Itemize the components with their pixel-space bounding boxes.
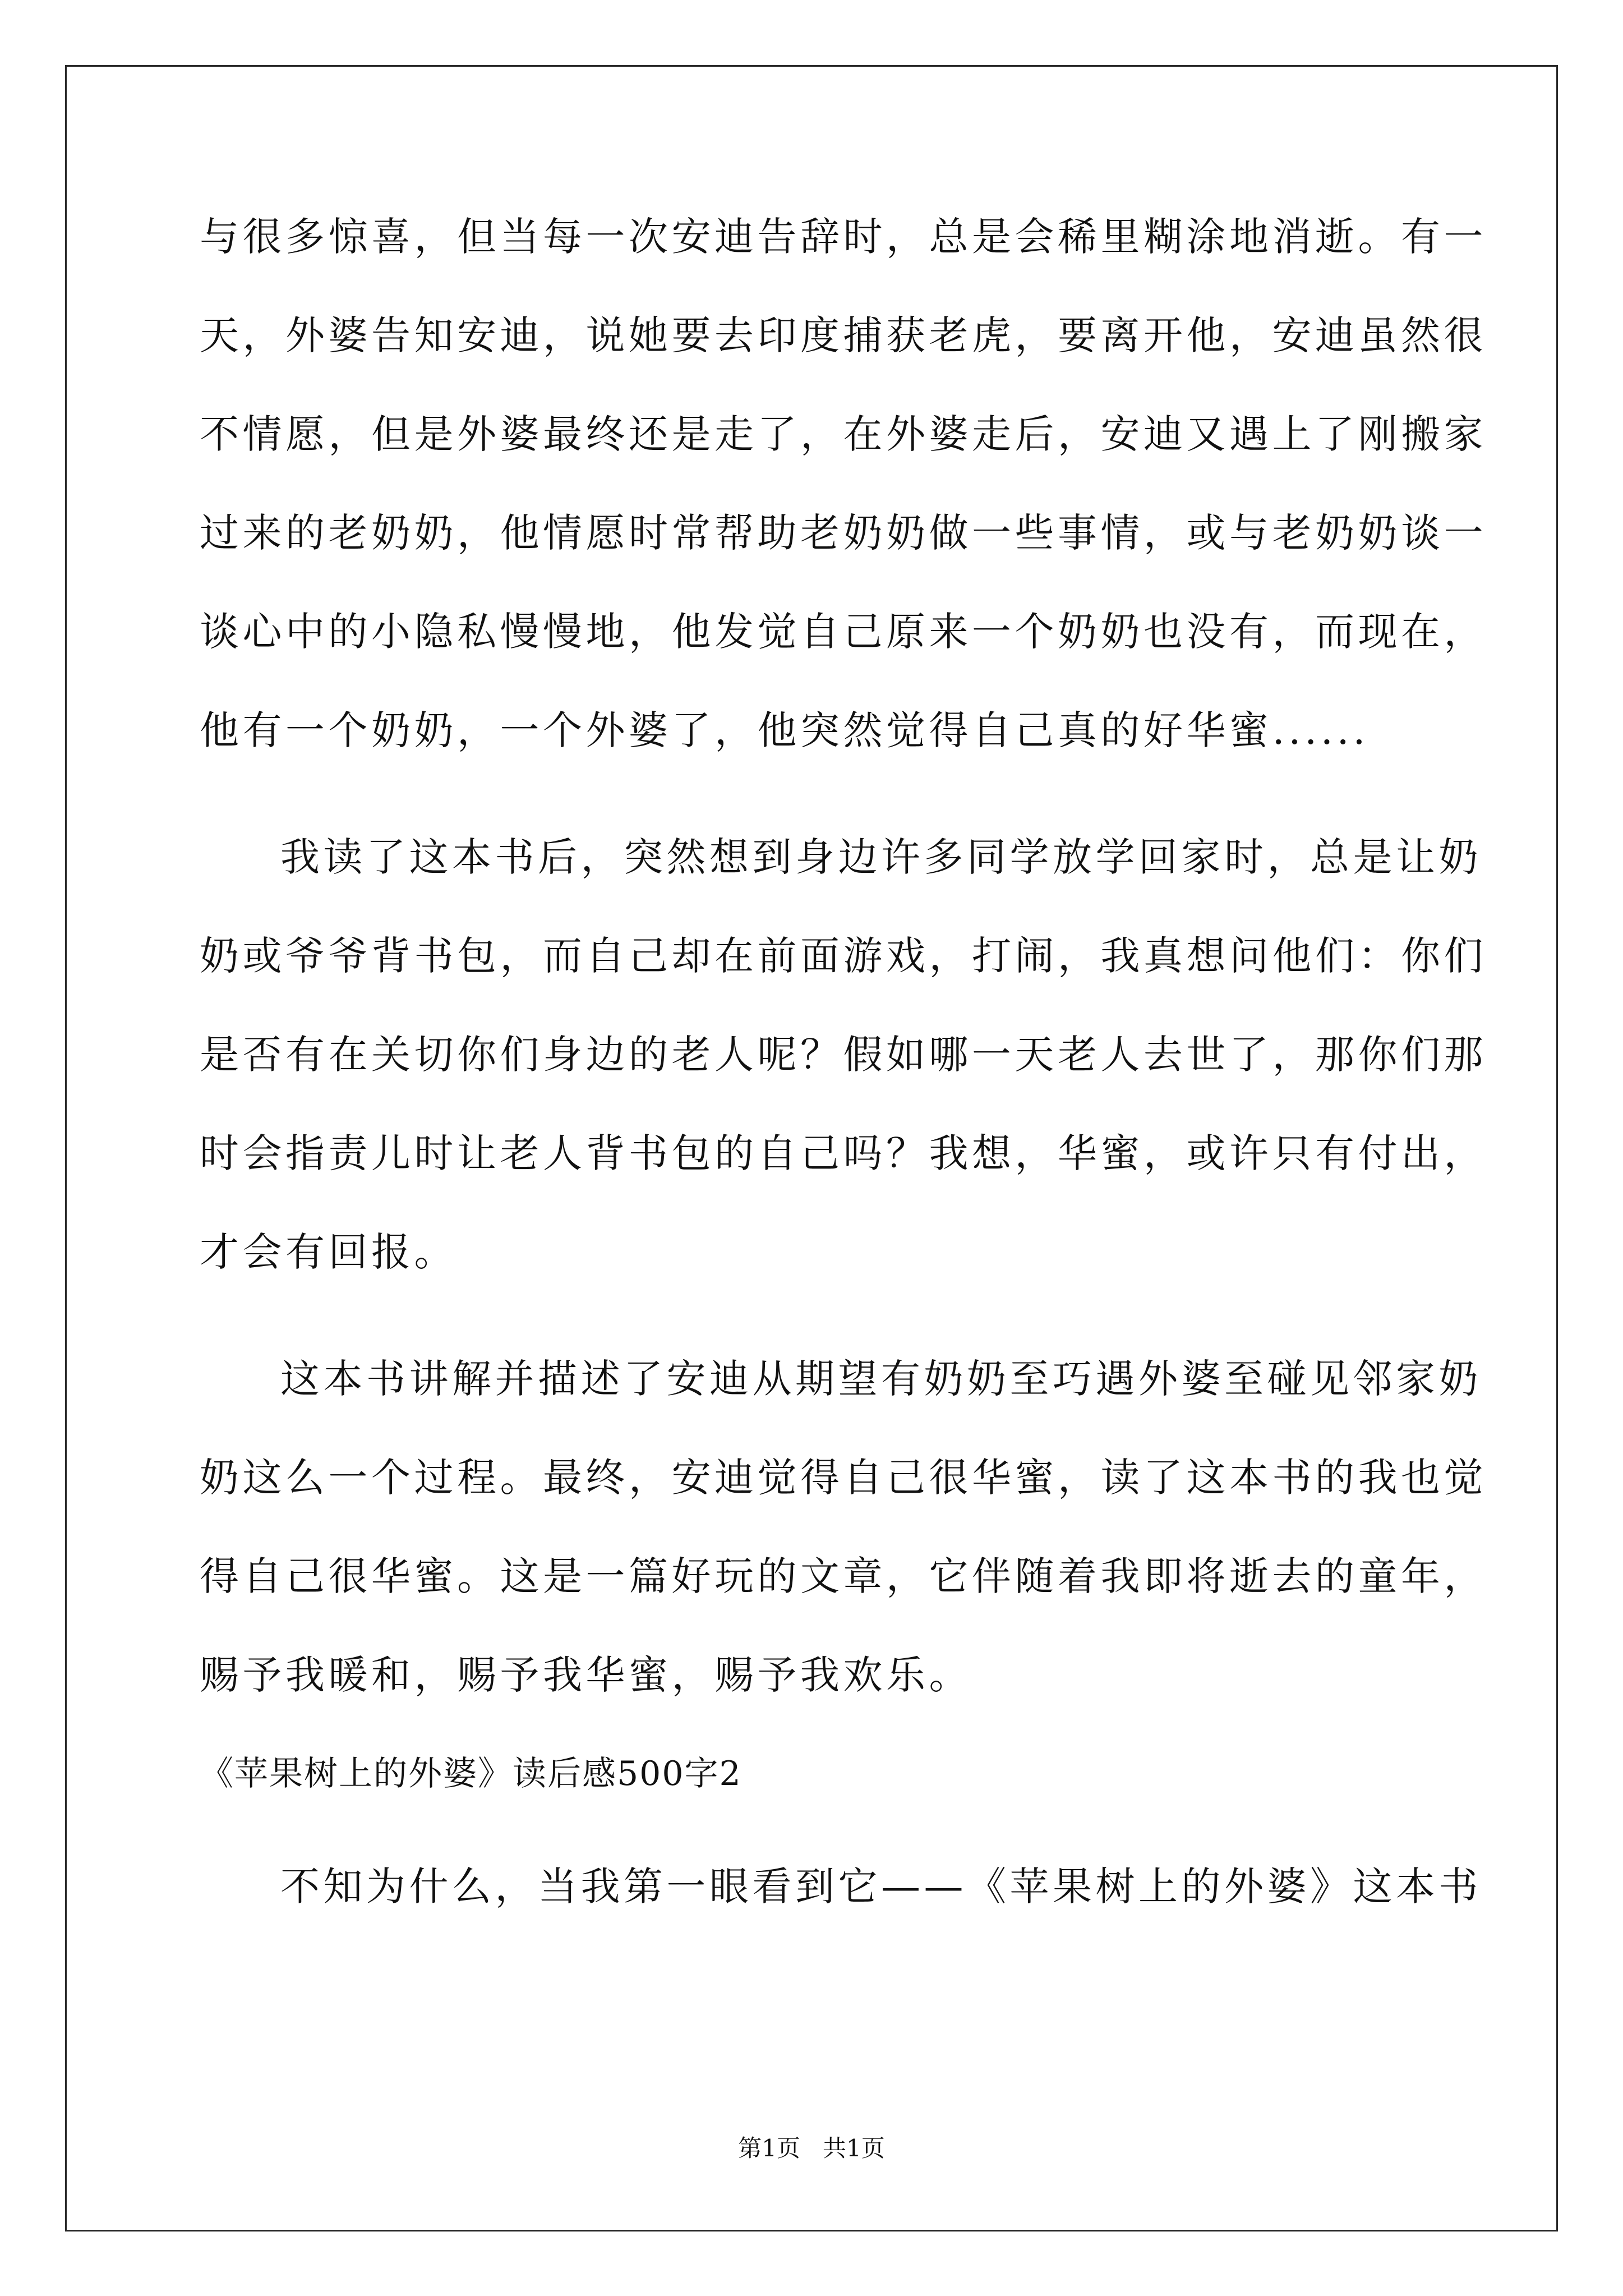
text-line-8: 奶或爷爷背书包，而自己却在前面游戏，打闹，我真想问他们：你们 xyxy=(200,933,1487,979)
text-line-7: 我读了这本书后，突然想到身边许多同学放学回家时，总是让奶 xyxy=(280,834,1482,880)
text-line-11: 才会有回报。 xyxy=(200,1229,457,1275)
text-line-4: 过来的老奶奶，他情愿时常帮助老奶奶做一些事情，或与老奶奶谈一 xyxy=(200,510,1487,556)
text-line-15: 赐予我暖和，赐予我华蜜，赐予我欢乐。 xyxy=(200,1652,972,1698)
page-footer: 第1页 共1页 xyxy=(738,2134,885,2162)
text-line-5: 谈心中的小隐私慢慢地，他发觉自己原来一个奶奶也没有，而现在， xyxy=(200,609,1487,655)
text-line-3: 不情愿，但是外婆最终还是走了，在外婆走后，安迪又遇上了刚搬家 xyxy=(200,411,1487,457)
text-line-13: 奶这么一个过程。最终，安迪觉得自己很华蜜，读了这本书的我也觉 xyxy=(200,1455,1487,1501)
text-line-14: 得自己很华蜜。这是一篇好玩的文章，它伴随着我即将逝去的童年， xyxy=(200,1553,1487,1599)
text-line-12: 这本书讲解并描述了安迪从期望有奶奶至巧遇外婆至碰见邻家奶 xyxy=(280,1356,1482,1402)
text-line-1: 与很多惊喜，但当每一次安迪告辞时，总是会稀里糊涂地消逝。有一 xyxy=(200,214,1487,260)
text-line-9: 是否有在关切你们身边的老人呢？假如哪一天老人去世了，那你们那 xyxy=(200,1032,1487,1078)
section-heading: 《苹果树上的外婆》读后感500字2 xyxy=(200,1754,742,1793)
text-line-16: 不知为什么，当我第一眼看到它——《苹果树上的外婆》这本书 xyxy=(280,1864,1482,1910)
text-line-10: 时会指责儿时让老人背书包的自己吗？我想，华蜜，或许只有付出， xyxy=(200,1130,1487,1176)
text-line-6: 他有一个奶奶，一个外婆了，他突然觉得自己真的好华蜜...... xyxy=(200,707,1370,753)
text-line-2: 天，外婆告知安迪，说她要去印度捕获老虎，要离开他，安迪虽然很 xyxy=(200,312,1487,358)
